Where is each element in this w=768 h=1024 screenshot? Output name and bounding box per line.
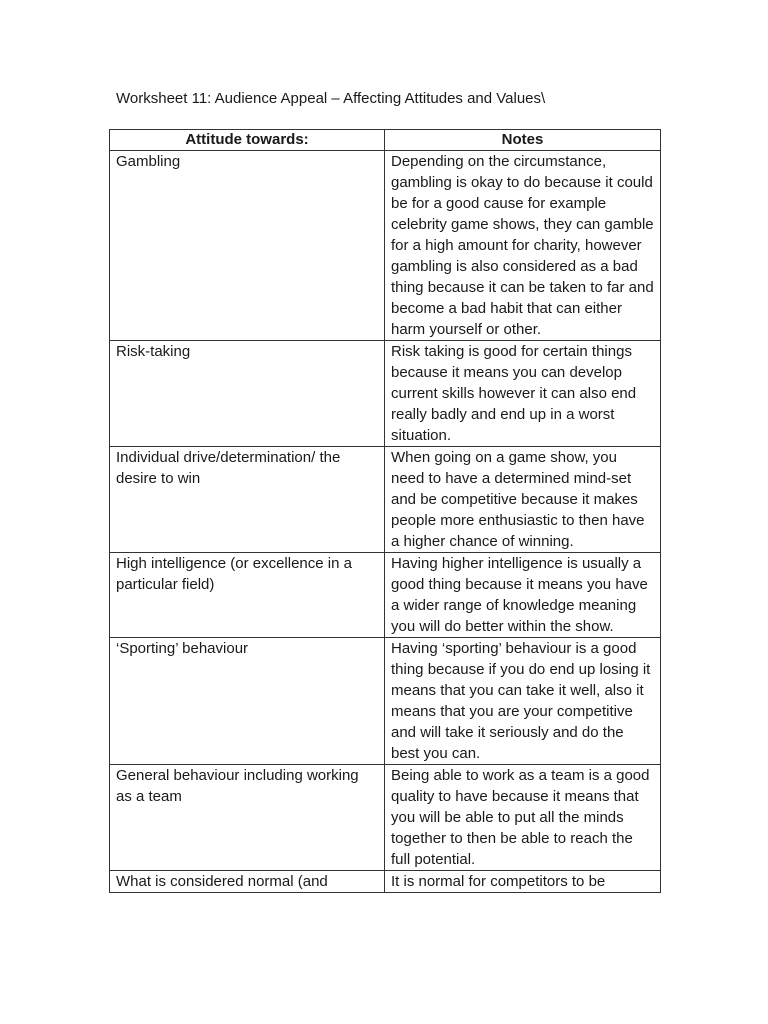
notes-cell: Depending on the circumstance, gambling is okay to do because it could be for a good cause for example celebrity game shows, they can gamble for a high amount for charity, however gambling is also considered as a bad thing because it can be taken to far and become a bad habit that can either harm yourself or other. — [385, 151, 661, 341]
table-row — [110, 553, 661, 638]
attitude-cell: High intelligence (or excellence in a particular field) — [110, 553, 385, 638]
table-row — [110, 871, 661, 893]
notes-cell: Having higher intelligence is usually a good thing because it means you have a wider range of knowledge meaning you will do better within the show. — [385, 553, 661, 638]
table-row — [110, 447, 661, 553]
attitude-cell: General behaviour including working as a team — [110, 765, 385, 871]
notes-cell: Risk taking is good for certain things because it means you can develop current skills however it can also end really badly and end up in a worst situation. — [385, 341, 661, 447]
header-notes: Notes — [385, 130, 661, 151]
notes-cell: When going on a game show, you need to have a determined mind-set and be competitive because it makes people more enthusiastic to then have a higher chance of winning. — [385, 447, 661, 553]
table-row — [110, 341, 661, 447]
attitude-cell: What is considered normal (and — [110, 871, 385, 893]
header-attitude: Attitude towards: — [110, 130, 385, 151]
attitudes-table — [109, 129, 661, 893]
attitude-cell: Gambling — [110, 151, 385, 341]
notes-cell: Being able to work as a team is a good quality to have because it means that you will be able to put all the minds together to then be able to reach the full potential. — [385, 765, 661, 871]
attitude-cell: Risk-taking — [110, 341, 385, 447]
table-row — [110, 638, 661, 765]
notes-cell: Having ‘sporting’ behaviour is a good thing because if you do end up losing it means that you can take it well, also it means that you are your competitive and will take it seriously and do the best you can. — [385, 638, 661, 765]
table-row — [110, 151, 661, 341]
page-title: Worksheet 11: Audience Appeal – Affecting Attitudes and Values\ — [116, 90, 546, 107]
table-header-row — [110, 130, 661, 151]
attitude-cell: ‘Sporting’ behaviour — [110, 638, 385, 765]
attitude-cell: Individual drive/determination/ the desire to win — [110, 447, 385, 553]
notes-cell: It is normal for competitors to be — [385, 871, 661, 893]
table-row — [110, 765, 661, 871]
